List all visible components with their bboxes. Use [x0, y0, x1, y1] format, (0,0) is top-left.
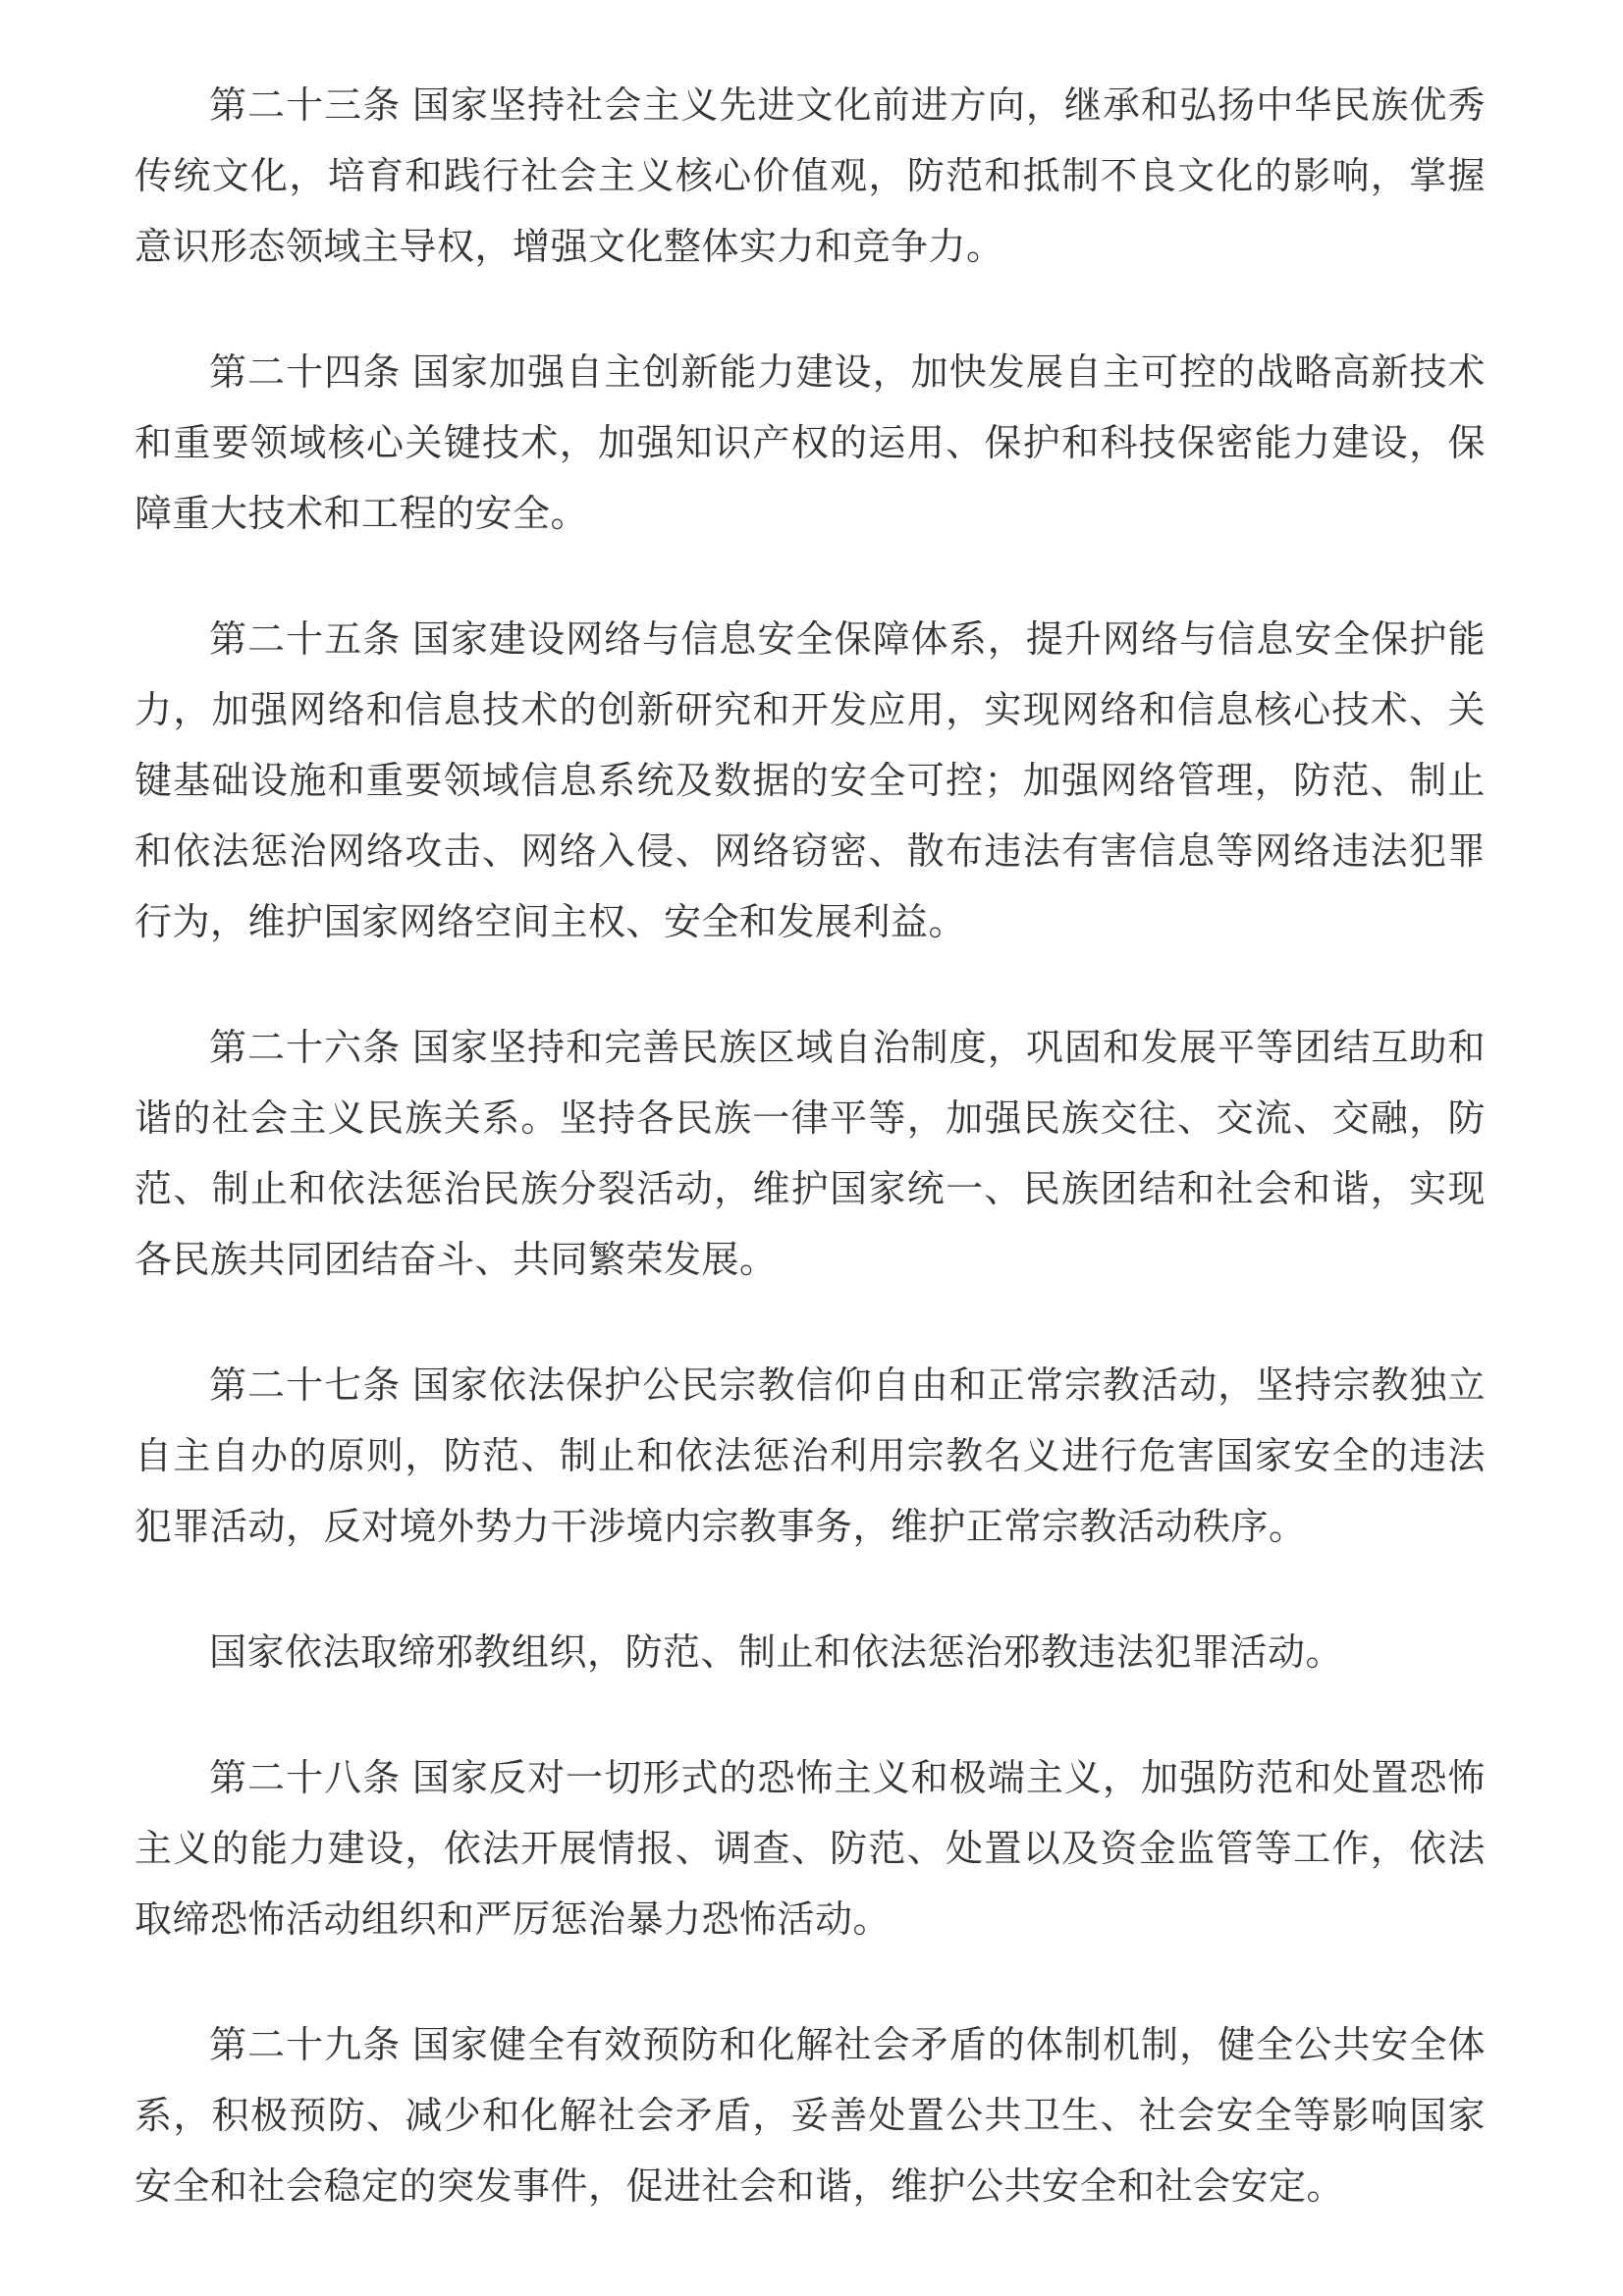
paragraph-article-26: 第二十六条 国家坚持和完善民族区域自治制度，巩固和发展平等团结互助和谐的社会主义民族关系。坚持各民族一律平等，加强民族交往、交流、交融，防范、制止和依法惩治民族分裂活动，维护国家统一、民族团结和社会和谐，实现各民族共同团结奋斗、共同繁荣发展。	[135, 1028, 1486, 1281]
paragraph-article-28: 第二十八条 国家反对一切形式的恐怖主义和极端主义，加强防范和处置恐怖主义的能力建设，依法开展情报、调查、防范、处置以及资金监管等工作，依法取缔恐怖活动组织和严厉惩治暴力恐怖活动。	[135, 1758, 1486, 1941]
paragraph-article-27-cult-clause: 国家依法取缔邪教组织，防范、制止和依法惩治邪教违法犯罪活动。	[209, 1632, 1344, 1674]
paragraph-article-23: 第二十三条 国家坚持社会主义先进文化前进方向，继承和弘扬中华民族优秀传统文化，培育和践行社会主义核心价值观，防范和抵制不良文化的影响，掌握意识形态领域主导权，增强文化整体实力和竞争力。	[135, 85, 1486, 268]
paragraph-article-24: 第二十四条 国家加强自主创新能力建设，加快发展自主可控的战略高新技术和重要领域核心关键技术，加强知识产权的运用、保护和科技保密能力建设，保障重大技术和工程的安全。	[135, 352, 1486, 535]
paragraph-article-29: 第二十九条 国家健全有效预防和化解社会矛盾的体制机制，健全公共安全体系，积极预防、减少和化解社会矛盾，妥善处置公共卫生、社会安全等影响国家安全和社会稳定的突发事件，促进社会和谐，维护公共安全和社会安定。	[135, 2025, 1486, 2208]
paragraph-article-27: 第二十七条 国家依法保护公民宗教信仰自由和正常宗教活动，坚持宗教独立自主自办的原则，防范、制止和依法惩治利用宗教名义进行危害国家安全的违法犯罪活动，反对境外势力干涉境内宗教事务，维护正常宗教活动秩序。	[135, 1365, 1486, 1548]
paragraph-article-25: 第二十五条 国家建设网络与信息安全保障体系，提升网络与信息安全保护能力，加强网络和信息技术的创新研究和开发应用，实现网络和信息核心技术、关键基础设施和重要领域信息系统及数据的安全可控；加强网络管理，防范、制止和依法惩治网络攻击、网络入侵、网络窃密、散布违法有害信息等网络违法犯罪行为，维护国家网络空间主权、安全和发展利益。	[135, 619, 1486, 943]
